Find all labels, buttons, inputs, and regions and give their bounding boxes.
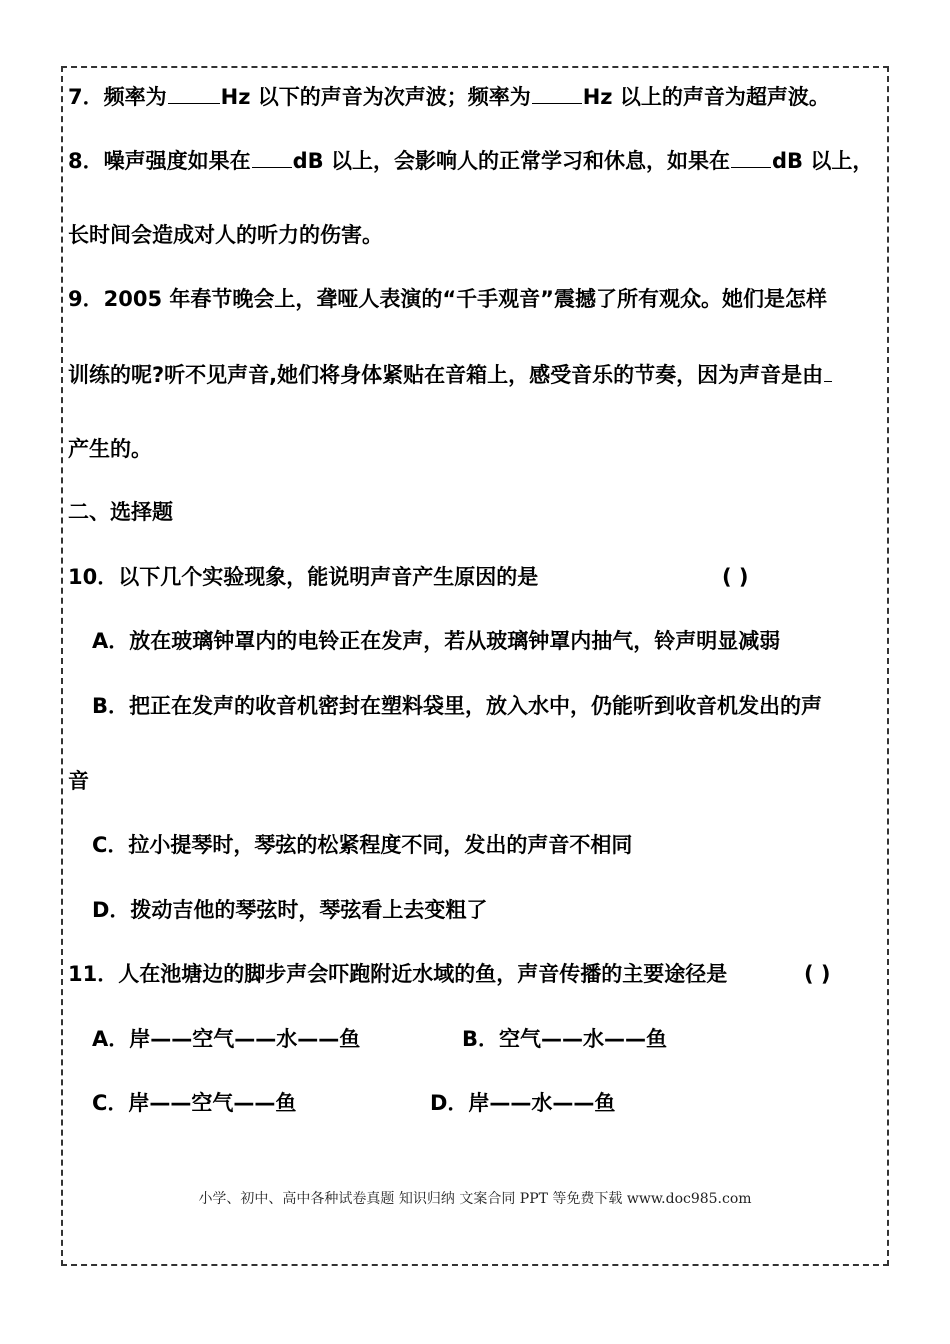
question-9-line-1: 9．2005 年春节晚会上，聋哑人表演的“千手观音”震撼了所有观众。她们是怎样	[68, 287, 827, 311]
question-10-option-a[interactable]: A．放在玻璃钟罩内的电铃正在发声，若从玻璃钟罩内抽气，铃声明显减弱	[92, 629, 781, 653]
q7-text-3: Hz 以上的声音为超声波。	[582, 85, 830, 109]
q7-blank-2[interactable]	[532, 83, 582, 104]
question-10-answer-paren[interactable]: ( )	[722, 565, 749, 589]
question-11-stem: 11．人在池塘边的脚步声会吓跑附近水域的鱼，声音传播的主要途径是	[68, 962, 728, 986]
q8-text-3: dB 以上，	[771, 149, 874, 173]
q8-blank-1[interactable]	[252, 147, 292, 168]
question-11-answer-paren[interactable]: ( )	[804, 962, 831, 986]
question-7	[68, 82, 830, 112]
question-10-stem: 10．以下几个实验现象，能说明声音产生原因的是	[68, 565, 539, 589]
question-10-option-c[interactable]: C．拉小提琴时，琴弦的松紧程度不同，发出的声音不相同	[92, 833, 633, 857]
q7-blank-1[interactable]	[168, 83, 220, 104]
q8-text-2: dB 以上，会影响人的正常学习和休息，如果在	[292, 149, 730, 173]
question-10-option-b-line-2[interactable]: 音	[68, 769, 89, 793]
page-footer: 小学、初中、高中各种试卷真题 知识归纳 文案合同 PPT 等免费下载 www.doc985.com	[198, 1191, 752, 1207]
q9-text-2: 训练的呢?听不见声音,她们将身体紧贴在音箱上，感受音乐的节奏，因为声音是由	[68, 363, 824, 387]
question-11-option-c[interactable]: C．岸——空气——鱼	[92, 1091, 297, 1115]
q9-blank[interactable]	[824, 361, 832, 382]
question-11-option-a[interactable]: A．岸——空气——水——鱼	[92, 1027, 361, 1051]
q7-text-1: 7．频率为	[68, 85, 167, 109]
q8-text-1: 8．噪声强度如果在	[68, 149, 251, 173]
question-8-line-1	[68, 146, 873, 176]
q7-text-2: Hz 以下的声音为次声波；频率为	[220, 85, 531, 109]
question-11-option-d[interactable]: D．岸——水——鱼	[430, 1091, 616, 1115]
section-title: 二、选择题	[68, 500, 173, 524]
question-10-option-b-line-1[interactable]: B．把正在发声的收音机密封在塑料袋里，放入水中，仍能听到收音机发出的声	[92, 694, 823, 718]
question-11-option-b[interactable]: B．空气——水——鱼	[462, 1027, 668, 1051]
q8-blank-2[interactable]	[731, 147, 771, 168]
question-8-line-2: 长时间会造成对人的听力的伤害。	[68, 223, 383, 247]
question-9-line-2	[68, 360, 833, 390]
question-9-line-3: 产生的。	[68, 437, 152, 461]
question-10-option-d[interactable]: D．拨动吉他的琴弦时，琴弦看上去变粗了	[92, 898, 488, 922]
